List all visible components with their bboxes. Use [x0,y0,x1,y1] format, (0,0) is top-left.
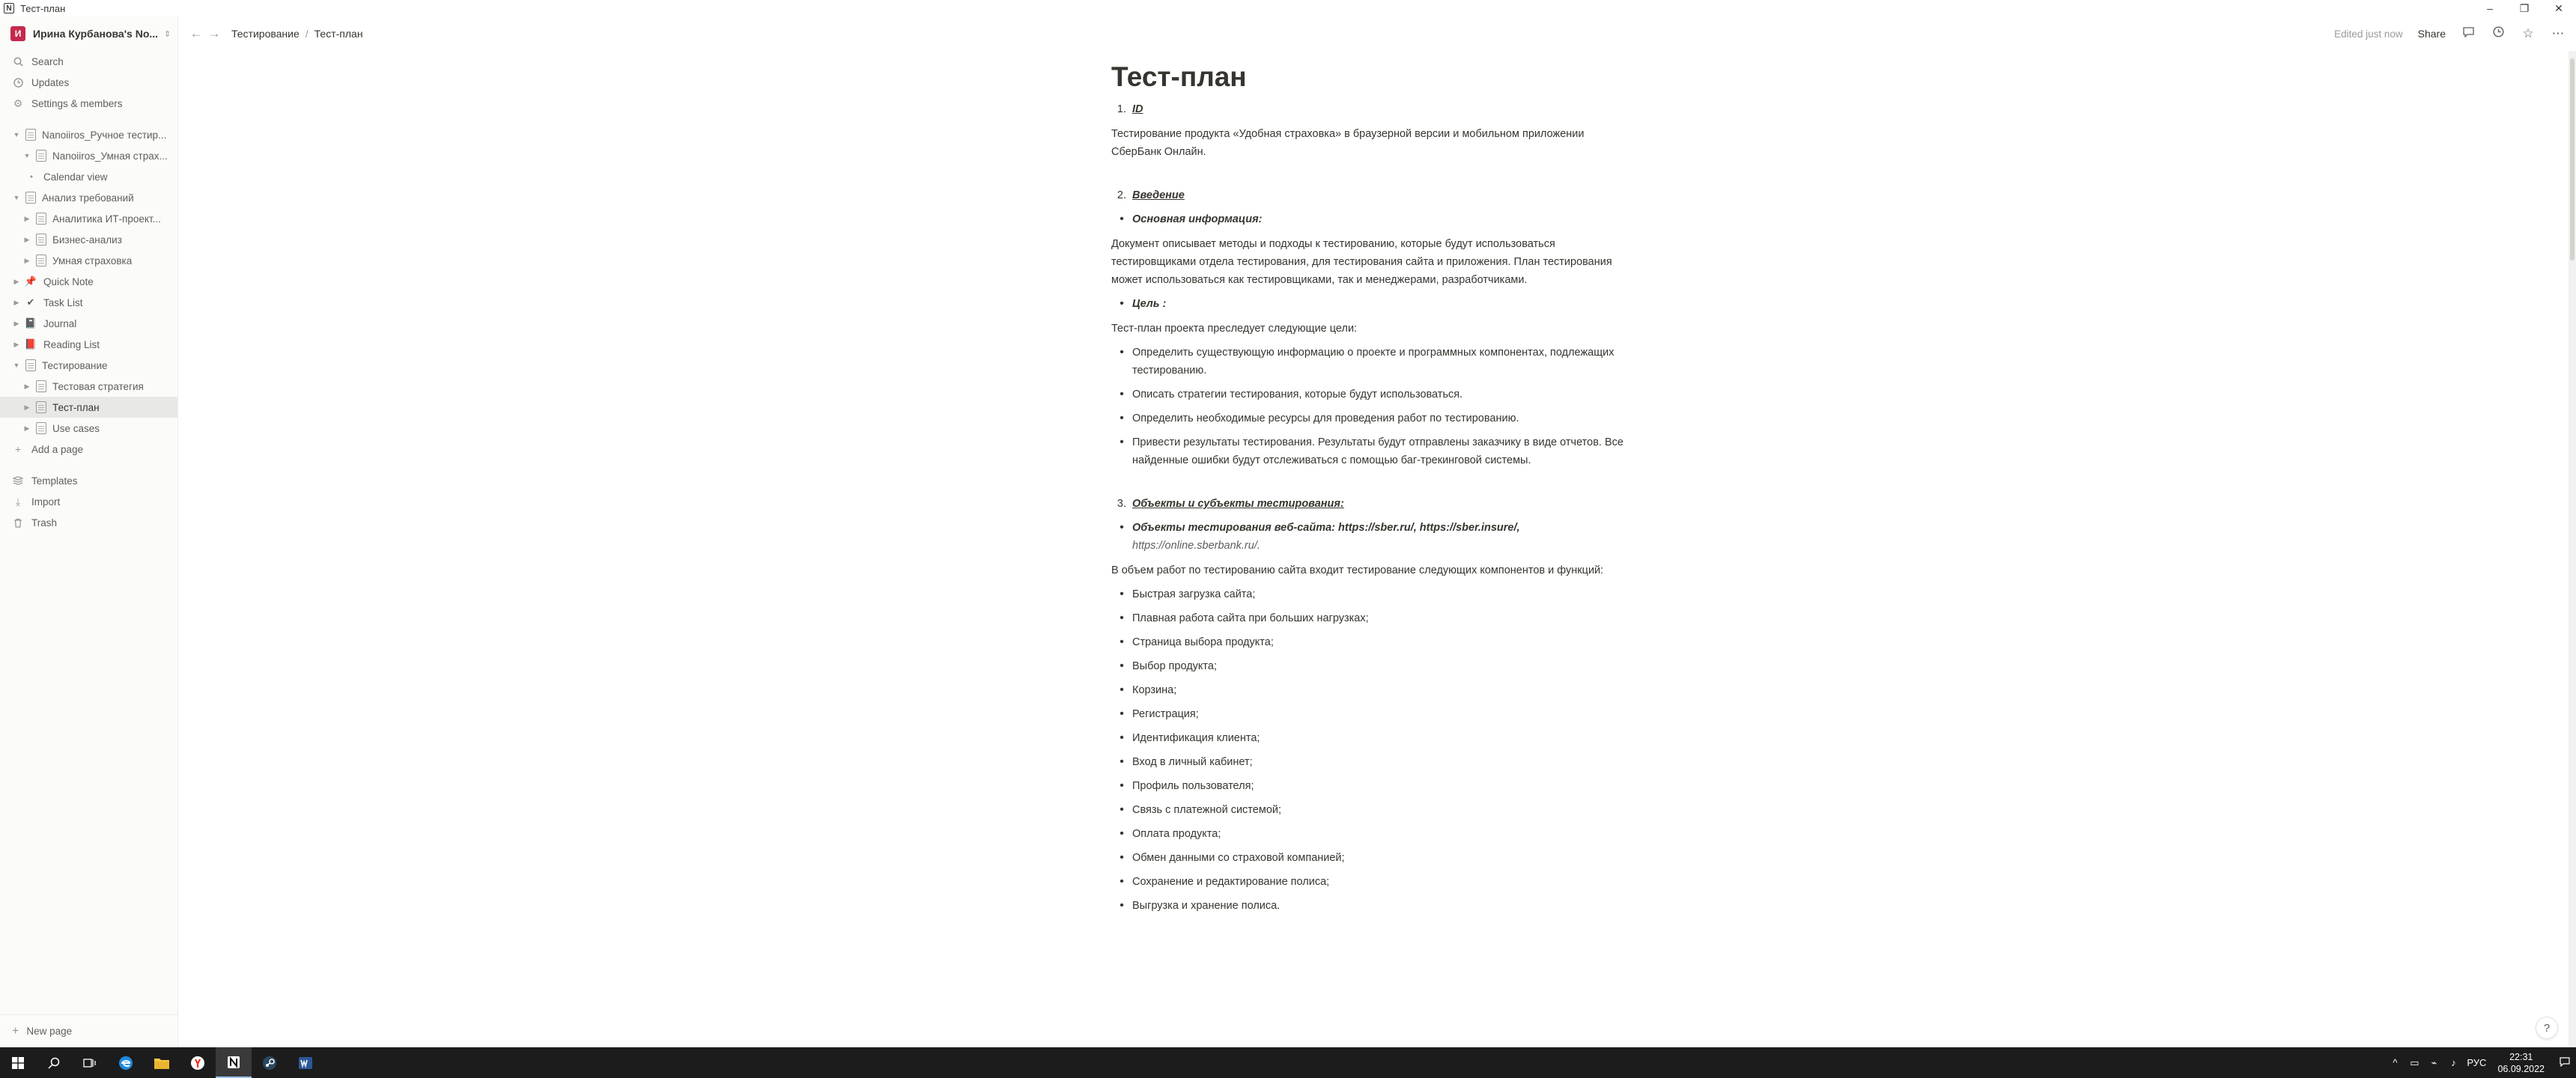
list-item[interactable] [1111,801,1635,819]
pushpin-icon: 📌 [24,275,37,287]
list-item[interactable] [1111,873,1635,891]
toggle-triangle-icon[interactable]: ▼ [13,194,20,201]
sidebar-trash-label: Trash [31,517,58,529]
bullet: • [1120,612,1124,624]
sidebar-search[interactable] [0,51,177,72]
more-icon[interactable]: ⋯ [2551,26,2565,40]
toggle-triangle-icon[interactable]: ▶ [13,319,19,327]
list-item[interactable] [1111,344,1635,380]
checkmark-icon: ✔ [26,296,35,308]
list-item[interactable] [1111,753,1635,771]
bullet-text: Определить существующую информацию о проекте и программных компонентах, подлежащих тестированию. [1132,347,1614,377]
sidebar-item-label: Quick Note [43,275,94,287]
bullet-text: Плавная работа сайта при больших нагрузках; [1132,612,1369,624]
bullet: • [1120,803,1124,816]
list-item[interactable] [1111,210,1635,228]
page-icon [25,192,36,204]
page-icon [25,359,36,371]
section-heading-text: ID [1132,103,1143,115]
section-heading-intro[interactable] [1111,186,1635,204]
list-item[interactable] [1111,705,1635,723]
sidebar-item-test-strategy[interactable] [0,376,177,397]
trash-icon [12,517,24,529]
breadcrumb [231,28,363,40]
start-button[interactable] [0,1047,36,1078]
objects-text: Объекты тестирования веб-сайта: https://sber.ru/, https://sber.insure/, [1132,522,1520,534]
bullet-text: Определить необходимые ресурсы для проведения работ по тестированию. [1132,412,1519,424]
bullet: • [1120,436,1124,448]
clock-time: 22:31 [2509,1051,2533,1062]
toggle-triangle-icon[interactable]: ▼ [13,362,20,369]
network-icon[interactable]: ⌁ [2431,1056,2437,1068]
new-page-button[interactable] [0,1014,178,1047]
page-icon [36,234,46,246]
bullet: • [1120,297,1124,310]
sidebar-updates-label: Updates [31,76,70,88]
clock-icon [12,76,24,88]
bullet-text: Вход в личный кабинет; [1132,756,1253,768]
list-item[interactable] [1111,657,1635,675]
window-titlebar [0,0,2576,16]
list-item[interactable] [1111,825,1635,843]
list-item[interactable] [1111,849,1635,867]
system-clock[interactable] [2497,1051,2545,1075]
minimize-button[interactable]: – [2487,2,2493,14]
language-indicator[interactable]: РУС [2467,1057,2487,1068]
bullet-text: Описать стратегии тестирования, которые будут использоваться. [1132,389,1463,401]
search-icon [12,55,24,67]
tray-expand-icon[interactable]: ^ [2393,1057,2398,1068]
breadcrumb-separator: / [305,28,309,40]
page-icon [36,150,46,162]
sidebar-item-label: Аналитика ИТ-проект... [52,213,161,225]
list-item[interactable] [1111,409,1635,427]
list-item[interactable] [1111,295,1635,313]
maximize-button[interactable]: ❐ [2519,1,2530,14]
list-item[interactable] [1111,609,1635,627]
sidebar-import-label: Import [31,496,61,508]
file-explorer-icon[interactable] [144,1047,180,1078]
bullet-text [1132,519,1635,555]
toggle-triangle-icon[interactable]: ▼ [23,152,31,159]
bullet: • [1120,588,1124,600]
sidebar-settings[interactable] [0,93,177,114]
bullet-text: Обмен данными со страховой компанией; [1132,852,1345,864]
forward-arrow-icon[interactable]: → [207,26,221,40]
toggle-triangle-icon[interactable]: ▶ [13,340,19,348]
sidebar-item-testing[interactable] [0,355,177,376]
sidebar-settings-label: Settings & members [31,97,123,109]
sidebar-templates-label: Templates [31,475,78,487]
list-item[interactable] [1111,633,1635,651]
star-icon[interactable]: ☆ [2522,26,2534,40]
edited-status: Edited just now [2334,28,2403,40]
download-icon: ⤓ [15,495,21,508]
page-icon [36,422,46,434]
section-heading-id[interactable] [1111,100,1635,118]
sidebar-item-smart-insurance[interactable] [0,250,177,271]
comment-icon[interactable] [2461,26,2476,41]
page-icon [36,213,46,225]
section-heading-objects[interactable] [1111,495,1635,513]
sidebar-search-label: Search [31,55,64,67]
bullet-dot-icon: • [29,171,34,182]
add-page-label: Add a page [31,443,84,455]
toggle-triangle-icon[interactable]: ▶ [24,382,30,390]
list-item[interactable] [1111,433,1635,469]
system-tray [2385,1047,2576,1078]
section-heading-text: Введение [1132,189,1185,201]
sidebar-item-use-cases[interactable] [0,418,177,439]
page-icon [36,380,46,392]
word-icon[interactable] [288,1047,323,1078]
bullet-text: Выгрузка и хранение полиса. [1132,900,1281,912]
list-item[interactable] [1111,777,1635,795]
paragraph[interactable]: Тест-план проекта преследует следующие цели: [1111,323,1358,335]
bullet-text: Цель : [1132,298,1167,310]
toggle-triangle-icon[interactable]: ▶ [24,424,30,432]
sidebar-item-nanoiiros-smart[interactable] [0,145,177,166]
sidebar [0,16,178,1047]
workspace-name: Ирина Курбанова's No... [33,28,159,40]
page-title[interactable]: Тест-план [1111,61,1247,92]
breadcrumb-item-testing[interactable]: Тестирование [231,28,300,40]
list-item[interactable] [1111,681,1635,699]
workspace-avatar: И [10,26,25,41]
sidebar-item-label: Бизнес-анализ [52,234,122,246]
notion-taskbar-icon[interactable] [216,1047,252,1078]
list-number: 3. [1117,498,1126,510]
sidebar-import[interactable] [0,491,177,512]
sidebar-templates[interactable] [0,470,177,491]
sidebar-item-label: Анализ требований [42,192,134,204]
sidebar-item-label: Nanoiiros_Умная страх... [52,150,168,162]
battery-icon[interactable]: ▭ [2410,1056,2419,1068]
notebook-icon: 📓 [24,317,37,329]
back-arrow-icon[interactable]: ← [189,26,203,40]
bullet: • [1120,521,1124,534]
bullet: • [1120,779,1124,792]
help-button[interactable]: ? [2536,1017,2558,1039]
window-controls [2473,0,2576,16]
notification-icon[interactable] [2554,1057,2576,1069]
bullet-text: Регистрация; [1132,708,1199,720]
list-item[interactable] [1111,519,1635,555]
sidebar-item-task-list[interactable] [0,292,177,313]
list-number: 2. [1117,189,1126,201]
windows-taskbar [0,1047,2576,1078]
bullet-text: Привести результаты тестирования. Результаты будут отправлены заказчику в виде отчетов. Все найденные ошибки будут отслеживаться с помощью баг-трекинговой системы. [1132,436,1623,466]
sidebar-item-label: Nanoiiros_Ручное тестир... [42,129,167,141]
paragraph[interactable]: Тестирование продукта «Удобная страховка» в браузерной версии и мобильном приложении СберБанк Онлайн. [1111,128,1585,158]
plus-icon: + [14,443,22,455]
sidebar-item-calendar-view[interactable] [0,166,177,187]
bullet: • [1120,875,1124,888]
sidebar-item-label: Умная страховка [52,255,133,267]
sidebar-item-requirements[interactable] [0,187,177,208]
bullet-text: Оплата продукта; [1132,828,1221,840]
bullet: • [1120,636,1124,648]
toggle-triangle-icon[interactable]: ▶ [13,298,19,306]
toggle-triangle-icon[interactable]: ▶ [24,256,30,264]
toggle-triangle-icon[interactable]: ▶ [24,235,30,243]
bullet: • [1120,683,1124,696]
paragraph[interactable]: В объем работ по тестированию сайта входит тестирование следующих компонентов и функций: [1111,564,1604,576]
bullet: • [1120,827,1124,840]
gear-icon: ⚙ [13,97,23,109]
bullet-text: Идентификация клиента; [1132,732,1260,744]
bullet-text: Корзина; [1132,684,1177,696]
task-view-icon[interactable] [72,1047,108,1078]
sidebar-item-label: Тестовая стратегия [52,380,144,392]
toggle-triangle-icon[interactable]: ▶ [24,403,30,411]
bullet: • [1120,851,1124,864]
list-item[interactable] [1111,729,1635,747]
sidebar-item-reading-list[interactable] [0,334,177,355]
add-page-button[interactable] [0,439,177,460]
sidebar-item-journal[interactable] [0,313,177,334]
new-page-label: New page [26,1026,73,1037]
close-button[interactable]: ✕ [2554,1,2563,14]
chevron-updown-icon: ⇕ [164,29,171,39]
page-topbar [179,16,2576,51]
toggle-triangle-icon[interactable]: ▼ [13,131,20,138]
sidebar-item-label: Use cases [52,422,100,434]
sidebar-item-label: Тест-план [52,401,100,413]
bullet: • [1120,755,1124,768]
notion-app-icon: N [4,3,14,13]
bullet: • [1120,388,1124,401]
bullet: • [1120,412,1124,424]
page-content [1111,54,1635,915]
workspace-switcher[interactable] [0,16,177,51]
sidebar-item-label: Journal [43,317,77,329]
taskbar-search-icon[interactable] [36,1047,72,1078]
sidebar-item-label: Reading List [43,338,100,350]
list-item[interactable] [1111,897,1635,915]
bullet-text: Основная информация: [1132,213,1263,225]
sidebar-item-label: Тестирование [42,359,108,371]
bullet-text: Профиль пользователя; [1132,780,1254,792]
clock-date: 06.09.2022 [2497,1063,2545,1074]
bullet: • [1120,899,1124,912]
bullet-text: Связь с платежной системой; [1132,804,1282,816]
sidebar-item-nanoiiros-manual[interactable] [0,124,177,145]
templates-icon [12,475,24,487]
bullet: • [1120,731,1124,744]
toggle-triangle-icon[interactable]: ▶ [13,277,19,285]
page-scrollbar[interactable] [2569,51,2576,1047]
steam-icon[interactable] [252,1047,288,1078]
sidebar-item-it-analytics[interactable] [0,208,177,229]
bullet: • [1120,707,1124,720]
volume-icon[interactable]: ♪ [2451,1057,2456,1068]
sidebar-item-quick-note[interactable] [0,271,177,292]
bullet: • [1120,346,1124,359]
list-number: 1. [1117,103,1126,115]
bullet-text: Сохранение и редактирование полиса; [1132,876,1330,888]
paragraph[interactable]: Документ описывает методы и подходы к тестированию, которые будут использоваться тестировщиками отдела тестирования, для тестирования сайта и приложения. План тестирования может использоваться как тестировщиками, так и менеджерами, разработчиками. [1111,238,1612,286]
share-button[interactable]: Share [2417,28,2446,40]
window-title: Тест-план [20,2,66,14]
plus-icon: + [12,1024,19,1038]
section-heading-text: Объекты и субъекты тестирования: [1132,498,1344,510]
history-clock-icon[interactable] [2491,26,2506,41]
edge-browser-icon[interactable] [108,1047,144,1078]
bullet-text: Быстрая загрузка сайта; [1132,588,1256,600]
bullet-text: Страница выбора продукта; [1132,636,1274,648]
sidebar-item-business-analysis[interactable] [0,229,177,250]
site-link[interactable]: https://online.sberbank.ru/. [1132,540,1260,552]
breadcrumb-item-test-plan[interactable]: Тест-план [314,28,363,40]
page-icon [25,129,36,141]
bullet: • [1120,660,1124,672]
sidebar-item-label: Task List [43,296,83,308]
book-icon: 📕 [24,338,37,350]
toggle-triangle-icon[interactable]: ▶ [24,214,30,222]
yandex-browser-icon[interactable] [180,1047,216,1078]
scrollbar-thumb[interactable] [2570,58,2575,261]
bullet-text: Выбор продукта; [1132,660,1218,672]
sidebar-updates[interactable] [0,72,177,93]
list-item[interactable] [1111,386,1635,404]
sidebar-item-test-plan[interactable] [0,397,177,418]
sidebar-item-label: Calendar view [43,171,108,183]
list-item[interactable] [1111,585,1635,603]
topbar-actions [2334,16,2566,51]
sidebar-trash[interactable] [0,512,177,533]
page-icon [36,401,46,413]
bullet: • [1120,213,1124,225]
page-icon [36,255,46,267]
